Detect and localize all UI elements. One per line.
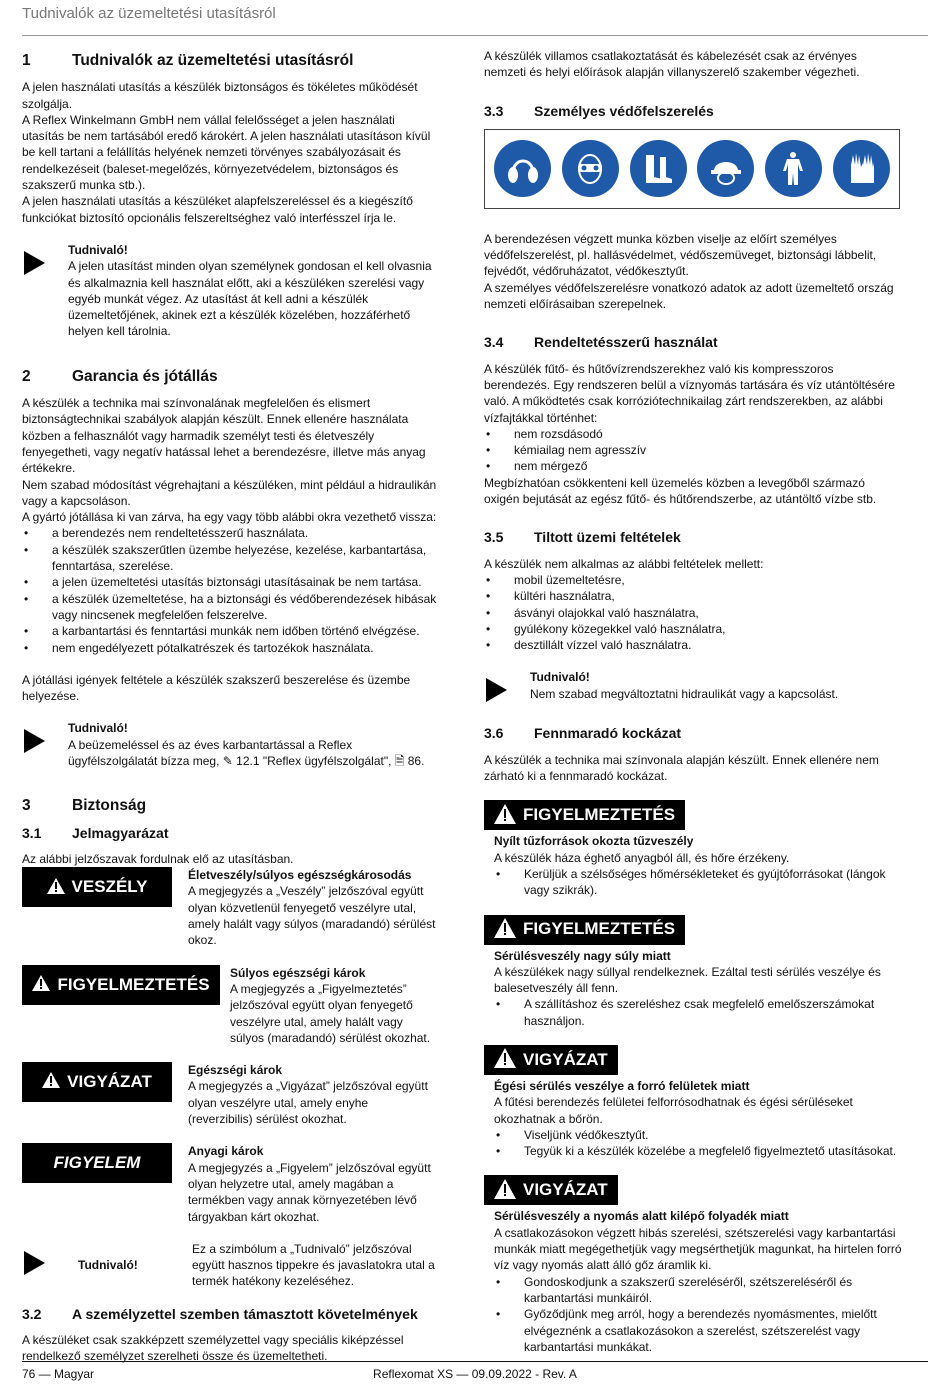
section-2-heading bbox=[22, 369, 440, 385]
signal-text: A megjegyzés a „Vigyázat” jelzőszóval együtt olyan veszélyre utal, amely enyhe (reverzibilis) sérülést okozhat. bbox=[188, 1079, 428, 1127]
list-item: • A szállításhoz és szereléshez csak megfelelő emelőszerszámokat használjon. bbox=[494, 996, 902, 1029]
section-3-4-heading bbox=[484, 334, 902, 350]
paragraph: A készülék fűtő- és hűtővízrendszerekhez való kis kompresszoros berendezés. Egy rendszeren belül a víznyomás tartására és víz utántöltésére való. A működtetés csak korróziótechnikailag zárt rendszerekben, az alábbi vízfajtákkal történhet: bbox=[484, 361, 895, 425]
section-3-2-heading bbox=[22, 1306, 440, 1322]
signal-label-warning: FIGYELMEZTETÉS bbox=[22, 965, 220, 1005]
list-item: • Kerüljük a szélsőséges hőmérsékleteket és gyújtóforrásokat (lángok vagy szikrák). bbox=[494, 866, 902, 899]
section-number: 3.4 bbox=[484, 334, 504, 351]
hazard-text: A készülékek nagy súllyal rendelkeznek. Ezáltal testi sérülés veszélye és balesetveszély áll fenn. bbox=[494, 964, 881, 996]
section-3-6-heading bbox=[484, 725, 902, 741]
section-number: 2 bbox=[22, 367, 31, 385]
signal-title: Súlyos egészségi károk bbox=[230, 965, 366, 980]
note-title: Tudnivaló! bbox=[68, 242, 128, 257]
signal-text: A megjegyzés a „Veszély” jelzőszóval együtt olyan közvetlenül fenyegető veszélyre utal, amely halált vagy súlyos (maradandó) sérülést okoz. bbox=[188, 884, 436, 948]
list-item: • desztillált vízzel való használatra. bbox=[484, 637, 902, 653]
gloves-icon bbox=[833, 140, 890, 197]
section-number: 3.1 bbox=[22, 824, 42, 841]
signal-description bbox=[230, 965, 438, 1046]
header-rule bbox=[22, 35, 928, 36]
signal-label-danger: VESZÉLY bbox=[22, 867, 172, 907]
signal-label-warning: FIGYELMEZTETÉS bbox=[484, 800, 685, 830]
play-icon bbox=[22, 720, 68, 769]
hazard-box-burn bbox=[484, 1045, 902, 1159]
note-block bbox=[22, 720, 440, 769]
note-title: Tudnivaló! bbox=[530, 670, 590, 685]
section-number: 3.2 bbox=[22, 1305, 42, 1322]
signal-row-tip bbox=[22, 1241, 440, 1290]
paragraph: Az alábbi jelzőszavak fordulnak elő az utasításban. bbox=[22, 851, 294, 866]
note-text: A jelen utasítást minden olyan személynek gondosan el kell olvasnia és alkalmaznia kell használat előtt, aki a készüléken szerelési vagy egyéb munkát végez. Az utasítást át kell adni a készülék üzemeltetőjének, akinek ezt a készülék közelében, hozzáférhető helyen kell tárolnia. bbox=[68, 259, 432, 339]
signal-title: Egészségi károk bbox=[188, 1063, 283, 1078]
safety-boots-icon bbox=[630, 140, 687, 197]
section-number: 3.3 bbox=[484, 102, 504, 119]
paragraph: A készülék villamos csatlakoztatását és kábelezését csak az érvényes nemzeti és helyi előírások alapján villanyszerelő szakember végezheti. bbox=[484, 49, 860, 80]
section-number: 3.5 bbox=[484, 529, 504, 546]
paragraph: A berendezésen végzett munka közben viselje az előírt személyes védőfelszerelést, pl. hallásvédelmet, védőszemüveget, biztonsági lábbelit, fejvédőt, védőruházatot, védőkesztyűt. bbox=[484, 231, 877, 279]
section-title: A személyzettel szemben támasztott követelmények bbox=[72, 1305, 418, 1322]
running-header: Tudnivalók az üzemeltetési utasításról bbox=[22, 5, 276, 22]
bullet-list bbox=[22, 525, 440, 655]
hazard-box-fire bbox=[484, 800, 902, 898]
section-title: Tiltott üzemi feltételek bbox=[534, 529, 681, 546]
paragraph: A jelen használati utasítás a készüléket alapfelszereléssel és a kiegészítő funkciókat biztosító opcionális felszereltséghez való interfésszel írja le. bbox=[22, 194, 413, 225]
section-title: Személyes védőfelszerelés bbox=[534, 102, 714, 119]
right-column bbox=[484, 48, 902, 1355]
footer-rule bbox=[22, 1361, 928, 1362]
signal-row-notice bbox=[22, 1143, 440, 1224]
hard-hat-icon bbox=[697, 140, 754, 197]
list-item: • gyúlékony közegekkel való használatra, bbox=[484, 621, 902, 637]
list-item: • a jelen üzemeltetési utasítás biztonsági utasításainak be nem tartása. bbox=[22, 574, 440, 590]
paragraph: A jótállási igények feltétele a készülék szakszerű beszerelése és üzembe helyezése. bbox=[22, 672, 411, 704]
signal-row-warning bbox=[22, 965, 440, 1046]
play-icon bbox=[484, 669, 530, 703]
tip-text: Ez a szimbólum a „Tudnivaló” jelzőszóval együtt hasznos tippekre és javaslatokra utal a termék hatékony kezeléséhez. bbox=[192, 1241, 435, 1289]
signal-description bbox=[188, 1143, 436, 1224]
paragraph: A személyes védőfelszerelésre vonatkozó adatok az adott üzemeltető ország nemzeti előírásaiban szerepelnek. bbox=[484, 280, 894, 312]
hazard-box-pressure bbox=[484, 1175, 902, 1355]
note-block bbox=[22, 242, 440, 340]
section-title: Jelmagyarázat bbox=[72, 824, 169, 841]
list-item: • a karbantartási és fenntartási munkák nem időben történő elvégzése. bbox=[22, 623, 440, 639]
signal-row-danger bbox=[22, 867, 440, 948]
hazard-title: Nyílt tűzforrások okozta tűzveszély bbox=[494, 834, 694, 849]
play-icon bbox=[22, 1250, 46, 1280]
paragraph: A jelen használati utasítás a készülék biztonságos és tökéletes működését szolgálja. bbox=[22, 80, 418, 111]
hazard-title: Sérülésveszély nagy súly miatt bbox=[494, 948, 671, 963]
note-title: Tudnivaló! bbox=[68, 721, 128, 736]
paragraph: A készülék a technika mai színvonalának megfelelően és elismert biztonságtechnikai szabályok alapján készült. Ennek ellenére használata közben a felhasználót vagy harmadik személyt testi és életveszély fenyegetheti, vagy negatív hatással lehet a berendezésre, illetve más anyag értékekre. bbox=[22, 396, 426, 476]
note-text: A beüzemeléssel és az éves karbantartással a Reflex ügyfélszolgálatát bízza meg, ✎ 12.1 "Reflex ügyfélszolgálat", 🗎 86. bbox=[68, 737, 425, 768]
list-item: • nem mérgező bbox=[484, 458, 902, 474]
hazard-title: Sérülésveszély a nyomás alatt kilépő folyadék miatt bbox=[494, 1209, 789, 1224]
signal-label-warning: FIGYELMEZTETÉS bbox=[484, 915, 685, 945]
bullet-list bbox=[484, 426, 902, 475]
signal-row-caution bbox=[22, 1062, 440, 1127]
section-title: Garancia és jótállás bbox=[72, 367, 218, 385]
section-number: 3.6 bbox=[484, 725, 504, 742]
protective-clothing-icon bbox=[765, 140, 822, 197]
list-item: • a berendezés nem rendeltetésszerű használata. bbox=[22, 525, 440, 541]
list-item: • nem rozsdásodó bbox=[484, 426, 902, 442]
signal-description bbox=[188, 1062, 436, 1127]
hazard-title: Égési sérülés veszélye a forró felületek miatt bbox=[494, 1078, 750, 1093]
list-item: • a készülék üzemeltetése, ha a biztonsági és védőberendezések hibásak vagy nincsenek megfelelően felszerelve. bbox=[22, 591, 440, 624]
safety-goggles-icon bbox=[562, 140, 619, 197]
warning-icon bbox=[494, 1179, 516, 1202]
paragraph: Megbízhatóan csökkenteni kell üzemelés közben a levegőből származó oxigén bejutását az egész fűtő- és hűtőrendszerbe, az utántöltő vízbe stb. bbox=[484, 475, 877, 507]
list-item: • ásványi olajokkal való használatra, bbox=[484, 605, 902, 621]
paragraph: A Reflex Winkelmann GmbH nem vállal felelősséget a jelen használati utasítás be nem tartásából eredő károkért. A jelen használati utasításon kívül be kell tartani a felállítás helyének nemzeti törvényes szabályozásait és rendelkezéseit (baleset-megelőzés, környezetvédelem, biztonságos és szakszerű munka stb.). bbox=[22, 112, 431, 193]
signal-title: Anyagi károk bbox=[188, 1144, 264, 1159]
warning-icon bbox=[494, 1048, 516, 1071]
section-title: Rendeltetésszerű használat bbox=[534, 334, 718, 351]
ppe-icon-row bbox=[484, 129, 900, 209]
list-item: • kültéri használatra, bbox=[484, 588, 902, 604]
signal-text: A megjegyzés a „Figyelem” jelzőszóval együtt olyan helyzetre utal, amely magában a termékben vagy annak környezetében lévő tárgyakban kárt okozhat. bbox=[188, 1160, 431, 1224]
hazard-text: A fűtési berendezés felületei felforrósodhatnak és égési sérüléseket okozhatnak a bőrön. bbox=[494, 1095, 853, 1126]
signal-label-caution: VIGYÁZAT bbox=[484, 1045, 618, 1075]
list-item: • nem engedélyezett pótalkatrészek és tartozékok használata. bbox=[22, 640, 440, 656]
tip-label: Tudnivaló! bbox=[22, 1241, 172, 1290]
list-item: • a készülék szakszerűtlen üzembe helyezése, kezelése, karbantartása, fenntartása, szerelése. bbox=[22, 542, 440, 575]
section-1-heading bbox=[22, 53, 440, 69]
paragraph: A készülék nem alkalmas az alábbi feltételek mellett: bbox=[484, 556, 764, 571]
bullet-list bbox=[484, 572, 902, 653]
signal-label-notice: FIGYELEM bbox=[22, 1143, 172, 1183]
section-title: Fennmaradó kockázat bbox=[534, 725, 682, 742]
warning-icon bbox=[494, 918, 516, 941]
play-icon bbox=[22, 242, 68, 340]
section-number: 1 bbox=[22, 52, 31, 69]
paragraph: A készüléket csak szakképzett személyzettel vagy speciális kiképzéssel rendelkező személyzet szerelheti össze és üzemeltetheti. bbox=[22, 1333, 404, 1364]
paragraph: A készülék a technika mai színvonala alapján készült. Ennek ellenére nem zárható ki a fennmaradó kockázat. bbox=[484, 752, 879, 784]
warning-icon bbox=[47, 878, 65, 897]
warning-icon bbox=[32, 975, 50, 994]
hazard-text: A csatlakozásokon végzett hibás szerelési, szétszerelési vagy karbantartási munkák miatt megégethetjük vagy megsérthetjük magunkat, ha hirtelen forró víz vagy nyomás alatt álló gőz áramlik ki. bbox=[494, 1225, 902, 1273]
signal-label-caution: VIGYÁZAT bbox=[22, 1062, 172, 1102]
list-item: • Tegyük ki a készülék közelébe a megfelelő figyelmeztető utasításokat. bbox=[494, 1143, 902, 1159]
list-item: • mobil üzemeltetésre, bbox=[484, 572, 902, 588]
signal-description bbox=[188, 867, 436, 948]
list-item: • kémiailag nem agresszív bbox=[484, 442, 902, 458]
signal-title: Életveszély/súlyos egészségkárosodás bbox=[188, 868, 412, 883]
section-3-heading bbox=[22, 798, 440, 814]
hazard-text: A készülék háza éghető anyagból áll, és hőre érzékeny. bbox=[494, 850, 790, 865]
section-3-1-heading bbox=[22, 825, 440, 841]
document-id: Reflexomat XS — 09.09.2022 - Rev. A bbox=[373, 1367, 577, 1381]
section-number: 3 bbox=[22, 797, 31, 815]
note-block bbox=[484, 669, 902, 703]
warning-icon bbox=[42, 1072, 60, 1091]
page-number: 76 — Magyar bbox=[22, 1367, 95, 1381]
note-text: Nem szabad megváltoztatni hidraulikát vagy a kapcsolást. bbox=[530, 686, 839, 701]
signal-label-caution: VIGYÁZAT bbox=[484, 1175, 618, 1205]
ear-protection-icon bbox=[494, 140, 551, 197]
list-item: • Gondoskodjunk a szakszerű szereléséről, szétszereléséről és karbantartási munkáiról. bbox=[494, 1274, 902, 1307]
left-column bbox=[22, 46, 440, 1365]
section-title: Biztonság bbox=[72, 797, 147, 815]
section-3-3-heading bbox=[484, 103, 902, 119]
list-item: • Győződjünk meg arról, hogy a berendezés nyomásmentes, mielőtt elvégeznénk a csatlakozásokon a szerelést, szétszerelést vagy karbantartási munkákat. bbox=[494, 1306, 902, 1355]
section-3-5-heading bbox=[484, 529, 902, 545]
hazard-box-weight bbox=[484, 915, 902, 1029]
paragraph: Nem szabad módosítást végrehajtani a készüléken, mint például a hidraulikán vagy a kapcsoláson. bbox=[22, 477, 437, 508]
signal-text: A megjegyzés a „Figyelmeztetés” jelzőszóval együtt olyan fenyegető veszélyre utal, amely halált vagy súlyos (maradandó) sérülést okozhat. bbox=[230, 981, 431, 1045]
warning-icon bbox=[494, 804, 516, 827]
list-item: • Viseljünk védőkesztyűt. bbox=[494, 1127, 902, 1143]
section-title: Tudnivalók az üzemeltetési utasításról bbox=[72, 52, 354, 69]
paragraph: A gyártó jótállása ki van zárva, ha egy vagy több alábbi okra vezethető vissza: bbox=[22, 510, 437, 525]
